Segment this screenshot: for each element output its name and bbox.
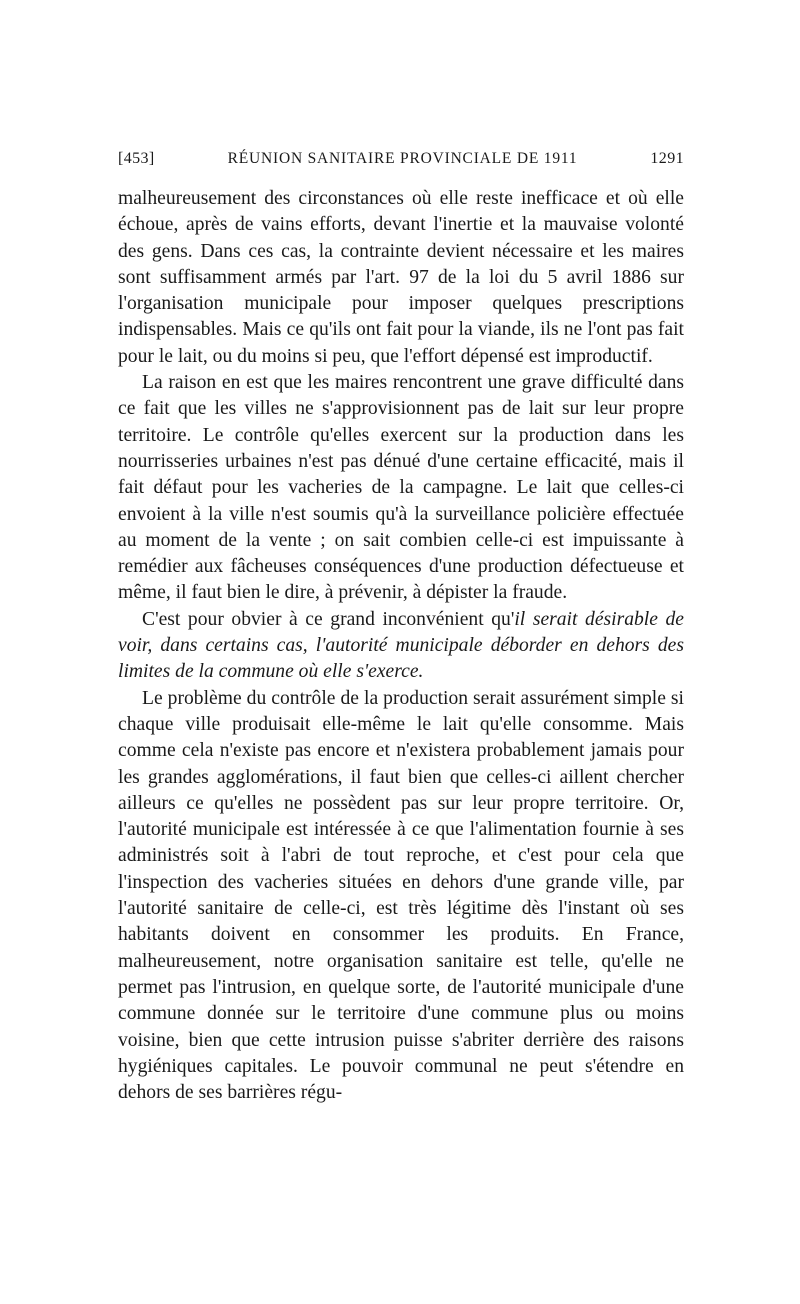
page-number: 1291: [650, 150, 684, 167]
paragraph-3: [118, 607, 684, 686]
paragraph-2: La raison en est que les maires rencontrent une grave difficulté dans ce fait que les villes ne s'approvisionnent pas de lait sur leur propre territoire. Le contrôle qu'elles exercent sur la production dans les nourrisseries urbaines n'est pas dénué d'une certaine efficacité, mais il fait défaut pour les vacheries de la campagne. Le lait que celles-ci envoient à la ville n'est soumis qu'à la surveillance policière effectuée au moment de la vente ; on sait combien celle-ci est impuissante à remédier aux fâcheuses conséquences d'une production défectueuse et même, il faut bien le dire, à prévenir, à dépister la fraude.: [118, 372, 684, 604]
book-page: [118, 150, 684, 1106]
paragraph-4: Le problème du contrôle de la production serait assurément simple si chaque ville produisait elle-même le lait qu'elle consomme. Mais comme cela n'existe pas encore et n'existera probablement jamais pour les grandes agglomérations, il faut bien que celles-ci aillent chercher ailleurs ce qu'elles ne possèdent pas sur leur propre territoire. Or, l'autorité municipale est intéressée à ce que l'alimentation fournie à ses administrés soit à l'abri de tout reproche, et c'est pour cela que l'inspection des vacheries situées en dehors d'une grande ville, par l'autorité sanitaire de celle-ci, est très légitime dès l'instant où ses habitants doivent en consommer les produits. En France, malheureusement, notre organisation sanitaire est telle, qu'elle ne permet pas l'intrusion, en quelque sorte, de l'autorité municipale d'une commune donnée sur le territoire d'une commune plus ou moins voisine, bien que cette intrusion puisse s'abriter derrière des raisons hygiéniques capitales. Le pouvoir communal ne peut s'étendre en dehors de ses barrières régu-: [118, 687, 684, 1104]
paragraph-3-roman: C'est pour obvier à ce grand inconvénient qu': [142, 608, 515, 630]
body-text: [118, 186, 684, 1106]
header-title: RÉUNION SANITAIRE PROVINCIALE DE 1911: [227, 150, 578, 167]
header-section-number: [453]: [118, 150, 155, 167]
running-head: [118, 150, 684, 172]
paragraph-3-italic: il serait désirable de voir, dans certains cas, l'autorité municipale déborder en dehors des limites de la commune où elle s'exerce.: [118, 608, 684, 683]
paragraph-1: malheureusement des circonstances où elle reste inefficace et où elle échoue, après de vains efforts, devant l'inertie et la mauvaise volonté des gens. Dans ces cas, la contrainte devient nécessaire et les maires sont suffisamment armés par l'art. 97 de la loi du 5 avril 1886 sur l'organisation municipale pour imposer quelques prescriptions indispensables. Mais ce qu'ils ont fait pour la viande, ils ne l'ont pas fait pour le lait, ou du moins si peu, que l'effort dépensé est improductif.: [118, 188, 684, 367]
